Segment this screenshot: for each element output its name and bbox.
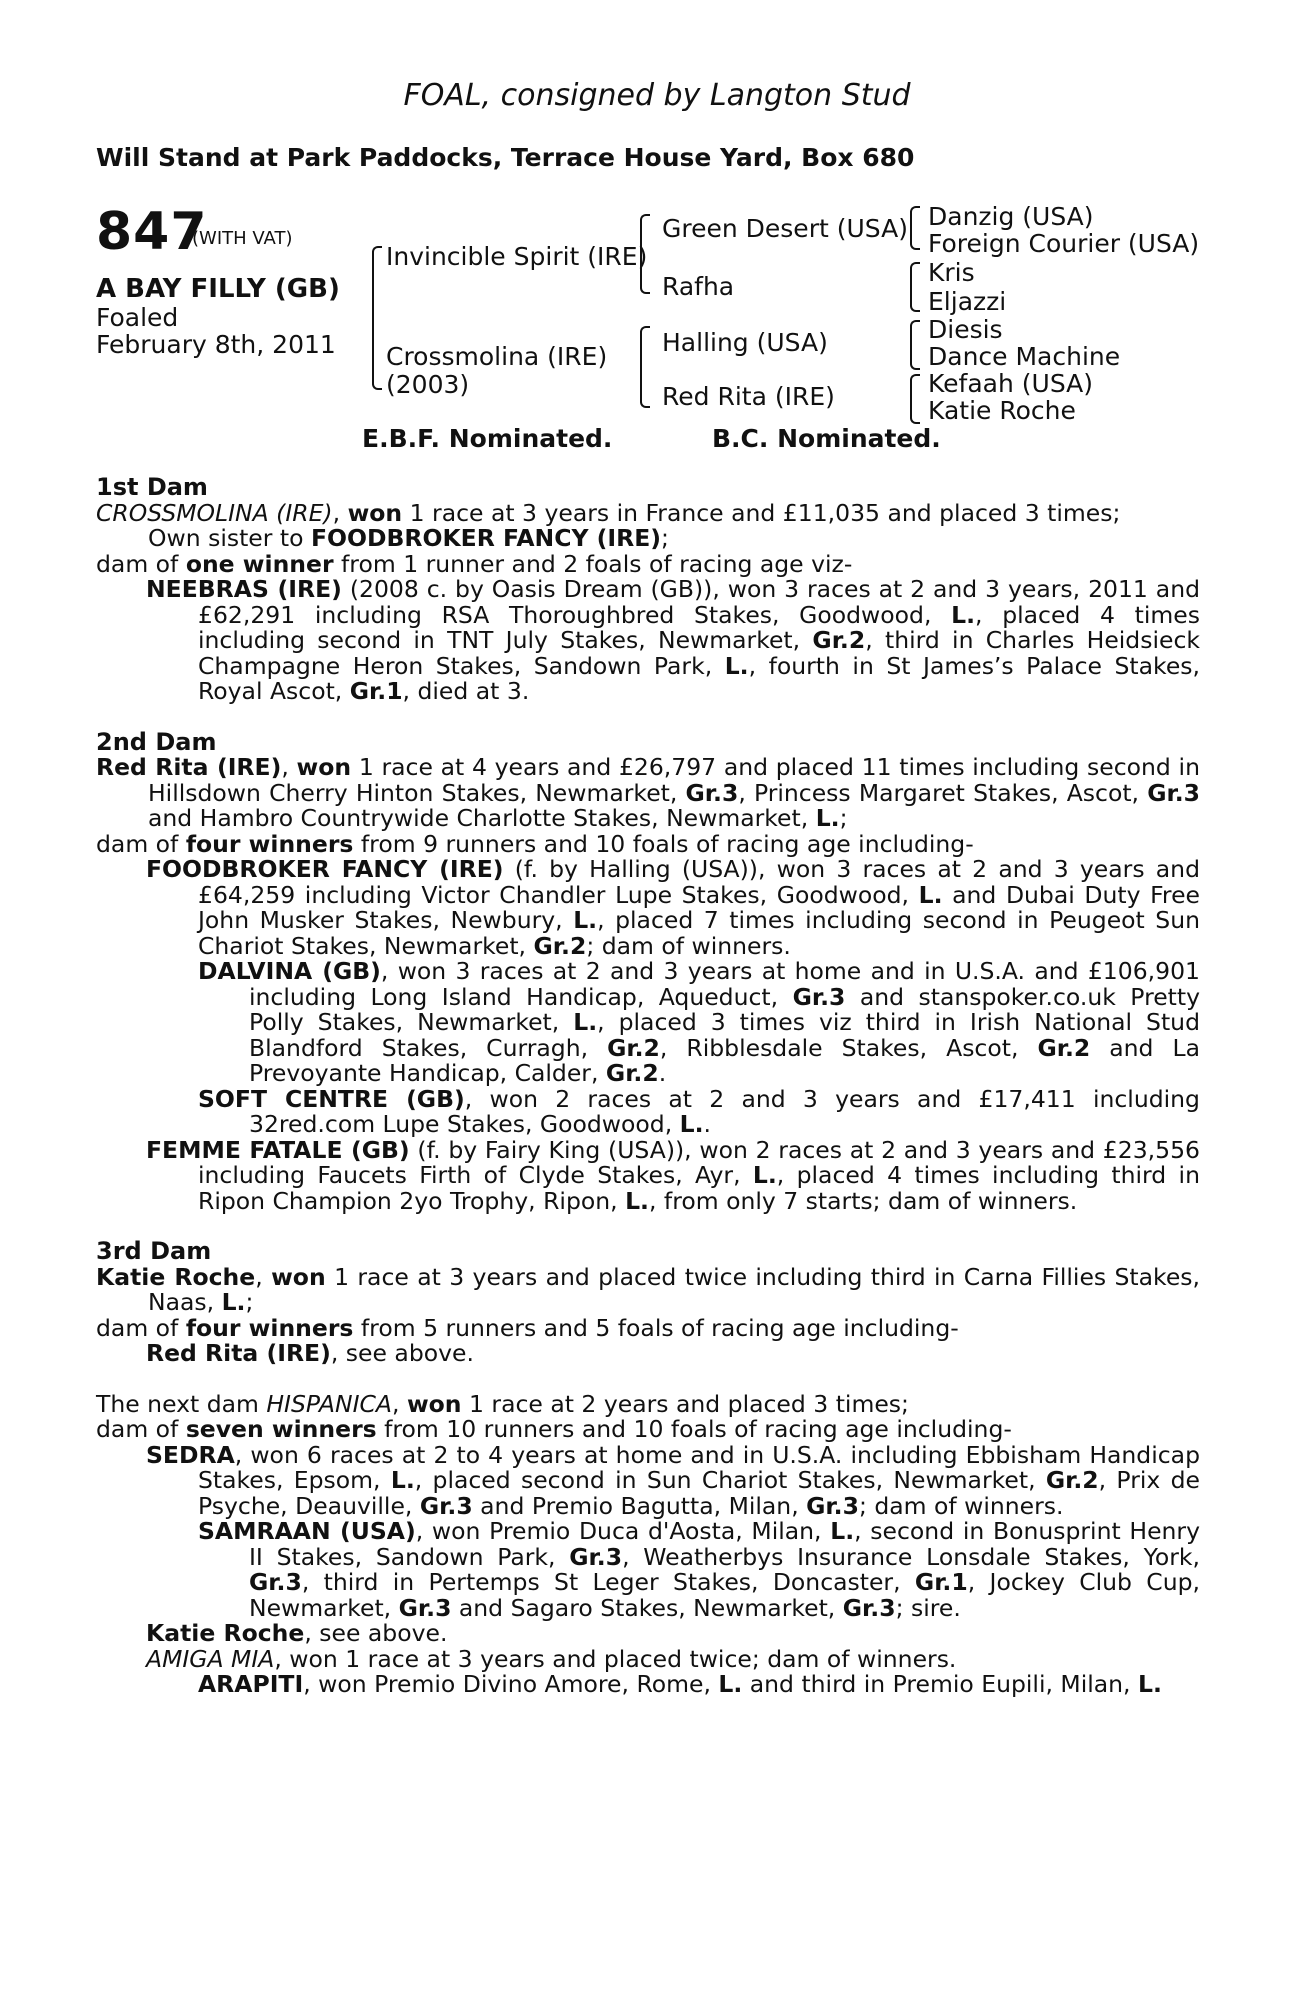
neebras-text-a: (2008 c. by Oasis Dream (GB)), won 3 races at 2 and 3 years, 2011 and £62,291 including RSA Thoroughbred Stakes, Goodwood, [198,575,1201,629]
dam-of-post: from 5 runners and 5 foals of racing age including- [353,1313,959,1342]
pedigree-dam-year: (2003) [386,370,470,399]
soft-centre-text-b: . [703,1110,712,1138]
next-dam-sep: , [391,1389,407,1418]
dam-of-count: one winner [185,549,334,578]
red-rita-text: , see above. [330,1339,474,1367]
third-dam-heading: 3rd Dam [96,1237,212,1265]
neebras-record [96,577,1200,705]
dam-of-pre: dam of [96,1313,186,1342]
listed-mark: L. [718,1670,743,1698]
pedigree-ggg-7: Kefaah (USA) [928,369,1094,398]
dalvina-text-a: , won 3 races at 2 and 3 years at home and in U.S.A. and £106,901 including Long Island Handicap, Aqueduct, [249,957,1200,1011]
group-2-mark: Gr.2 [812,626,866,654]
foodbroker-text-a: (f. by Halling (USA)), won 3 races at 2 and 3 years and £64,259 including Victor Chandler Lupe Stakes, Goodwood, [198,855,1200,909]
next-dam-produce [96,1417,1200,1443]
sedra-record [96,1440,1200,1520]
femme-fatale-text-a: (f. by Fairy King (USA)), won 2 races at 2 and 3 years and £23,556 including Faucets Firth of Clyde Stakes, Ayr, [198,1135,1200,1189]
second-dam-heading: 2nd Dam [96,727,217,756]
samraan-text-a: , won Premio Duca d'Aosta, Milan, [415,1517,831,1545]
listed-mark: L. [724,651,749,680]
stand-location: Will Stand at Park Paddocks, Terrace House Yard, Box 680 [96,143,915,172]
listed-mark: L. [918,880,943,909]
third-dam-record [96,1262,1200,1316]
pedigree-granddam-1: Rafha [662,272,735,301]
group-3-mark: Gr.3 [398,1593,452,1622]
katie-roche-record [96,1621,1200,1647]
femme-fatale-name: FEMME FATALE (GB) [146,1135,410,1164]
arapiti-text-a: , won Premio Divino Amore, Rome, [303,1670,719,1698]
neebras-text-d: , fourth in St James’s Palace Stakes, Royal Ascot, [198,651,1200,705]
second-dam-text-a: 1 race at 4 years and £26,797 and placed 11 times including second in Hillsdown Cherry Hinton Stakes, Newmarket, [148,753,1200,807]
third-dam-sep: , [255,1262,272,1291]
listed-mark: L. [573,906,598,934]
sedra-text-b: , placed second in Sun Chariot Stakes, Newmarket, [414,1466,1046,1494]
pedigree-granddam-2: Red Rita (IRE) [662,382,835,411]
soft-centre-name: SOFT CENTRE (GB) [198,1084,465,1113]
sedra-text-c: , Prix de Psyche, Deauville, [198,1466,1200,1520]
group-3-mark: Gr.3 [685,778,739,807]
dalvina-text-c: , placed 3 times viz third in Irish National Stud Blandford Stakes, Curragh, [249,1008,1200,1062]
first-dam-record [96,498,1200,552]
listed-mark: L. [625,1186,649,1215]
foodbroker-text-d: ; dam of winners. [586,931,791,960]
lot-number: 847 [96,202,208,262]
own-sister-name: FOODBROKER FANCY (IRE) [310,524,662,552]
group-3-mark: Gr.3 [792,982,846,1011]
second-dam-text-b: , Princess Margaret Stakes, Ascot, [738,778,1148,807]
neebras-text-c: , third in Charles Heidsieck Champagne Heron Stakes, Sandown Park, [198,626,1200,680]
ebf-nominated: E.B.F. Nominated. [362,424,613,453]
foodbroker-name: FOODBROKER FANCY (IRE) [146,855,504,883]
foodbroker-text-b: and Dubai Duty Free John Musker Stakes, Newbury, [198,880,1200,934]
dalvina-text-e: and La Prevoyante Handicap, Calder, [249,1033,1200,1087]
dam-of-pre: dam of [96,1415,186,1443]
group-3-mark: Gr.3 [419,1491,473,1520]
dam-of-count: four winners [185,1313,354,1342]
bc-nominated: B.C. Nominated. [712,424,941,453]
group-2-mark: Gr.2 [1037,1033,1091,1062]
samraan-text-c: , Weatherbys Insurance Lonsdale Stakes, York, [622,1542,1200,1571]
first-dam-heading: 1st Dam [96,473,208,501]
sedra-text-d: and Premio Bagutta, Milan, [472,1491,807,1520]
neebras-text-b: , placed 4 times including second in TNT July Stakes, Newmarket, [198,600,1201,654]
spacer [96,1214,1200,1239]
pedigree-brace-dam [640,326,650,408]
third-dam-produce [96,1313,1200,1342]
femme-fatale-text-b: , placed 4 times including third in Ripon Champion 2yo Trophy, Ripon, [198,1161,1200,1215]
dam-of-count: seven winners [185,1415,377,1443]
foodbroker-record [96,857,1200,959]
pedigree-brace-gg4 [910,374,920,424]
samraan-text-d: , third in Pertemps St Leger Stakes, Doncaster, [301,1568,915,1596]
group-3-mark: Gr.3 [249,1568,302,1596]
neebras-text-e: , died at 3. [402,677,530,705]
amiga-mia-name: AMIGA MIA [146,1644,275,1673]
group-1-mark: Gr.1 [349,677,403,705]
group-3-mark: Gr.3 [806,1491,859,1520]
dam-of-count: four winners [185,829,354,858]
dam-of-post: from 10 runners and 10 foals of racing age including- [376,1415,1012,1443]
samraan-text-b: , second in Bonusprint Henry II Stakes, Sandown Park, [249,1517,1200,1571]
red-rita-name: Red Rita (IRE) [146,1339,331,1367]
won-word: won [406,1389,462,1418]
arapiti-text-b: and third in Premio Eupili, Milan, [742,1670,1138,1698]
catalogue-body [96,475,1200,1698]
dalvina-text-f: . [658,1059,667,1087]
group-2-mark: Gr.2 [605,1059,659,1087]
second-dam-name: Red Rita (IRE) [96,753,282,781]
third-dam-text-a: 1 race at 3 years and placed twice including third in Carna Fillies Stakes, Naas, [148,1262,1200,1316]
foodbroker-text-c: , placed 7 times including second in Peugeot Sun Chariot Stakes, Newmarket, [198,906,1200,960]
arapiti-record [96,1672,1200,1698]
listed-mark: L. [679,1110,704,1138]
vat-note: (WITH VAT) [192,228,293,249]
second-dam-text-c: and Hambro Countrywide Charlotte Stakes, Newmarket, [148,804,816,832]
dam-of-post: from 1 runner and 2 foals of racing age viz- [333,549,853,578]
neebras-name: NEEBRAS (IRE) [146,575,342,603]
next-dam-pre: The next dam [96,1389,267,1418]
pedigree-dam: Crossmolina (IRE) [386,342,608,371]
third-dam-name: Katie Roche [96,1262,256,1291]
listed-mark: L. [221,1288,246,1316]
won-word: won [271,1262,326,1291]
lot-name: A BAY FILLY (GB) [96,274,340,304]
dam-of-post: from 9 runners and 10 foals of racing age including- [353,829,974,858]
pedigree-sire: Invincible Spirit (IRE) [386,242,648,271]
soft-centre-record [96,1084,1200,1138]
group-1-mark: Gr.1 [914,1568,968,1596]
spacer [96,1367,1200,1392]
sedra-text-a: , won 6 races at 2 to 4 years at home and in U.S.A. including Ebbisham Handicap Stakes, Epsom, [198,1440,1200,1494]
group-3-mark: Gr.3 [569,1542,623,1571]
sedra-name: SEDRA [146,1440,235,1469]
pedigree-brace-gg3 [910,320,920,370]
next-dam-text-a: 1 race at 2 years and placed 3 times; [461,1389,909,1418]
dalvina-record [96,959,1200,1087]
first-dam-name: CROSSMOLINA (IRE) [96,498,333,527]
samraan-text-g: ; sire. [895,1593,961,1622]
pedigree-ggg-2: Foreign Courier (USA) [928,229,1200,258]
next-dam-name: HISPANICA [266,1389,392,1418]
dalvina-text-b: and stanspoker.co.uk Pretty Polly Stakes, Newmarket, [249,982,1201,1036]
dam-of-pre: dam of [96,549,186,578]
samraan-name: SAMRAAN (USA) [198,1517,416,1545]
pedigree-ggg-8: Katie Roche [928,396,1076,425]
pedigree-ggg-6: Dance Machine [928,342,1121,371]
first-dam-produce [96,549,1200,578]
femme-fatale-text-c: , from only 7 starts; dam of winners. [648,1186,1078,1215]
pedigree-grandsire-1: Green Desert (USA) [662,214,908,243]
listed-mark: L. [830,1517,855,1545]
first-dam-sep: , [332,498,348,527]
soft-centre-text-a: , won 2 races at 2 and 3 years and £17,411 including 32red.com Lupe Stakes, Goodwood, [249,1084,1200,1138]
amiga-mia-text: , won 1 race at 3 years and placed twice; dam of winners. [274,1644,957,1673]
listed-mark: L. [752,1161,777,1189]
pedigree-brace-gg2 [910,262,920,312]
red-rita-record [96,1341,1200,1367]
listed-mark: L. [815,804,840,832]
page-title: FOAL, consigned by Langton Stud [403,78,911,113]
samraan-text-f: and Sagaro Stakes, Newmarket, [451,1593,843,1622]
group-3-mark: Gr.3 [842,1593,896,1622]
samraan-text-e: , Jockey Club Cup, Newmarket, [249,1568,1201,1622]
pedigree-grandsire-2: Halling (USA) [662,328,828,357]
katie-roche-text: , see above. [304,1619,448,1647]
samraan-record [96,1519,1200,1621]
sedra-text-e: ; dam of winners. [858,1491,1064,1520]
own-sister-post: ; [661,524,669,552]
third-dam-text-b: ; [245,1288,254,1316]
pedigree-ggg-1: Danzig (USA) [928,202,1094,231]
listed-mark: L. [390,1466,415,1494]
group-2-mark: Gr.2 [533,931,587,960]
first-dam-won: won [347,498,403,527]
arapiti-name: ARAPITI [198,1670,304,1698]
next-dam-record [96,1389,1200,1418]
dalvina-text-d: , Ribblesdale Stakes, Ascot, [659,1033,1038,1062]
pedigree-brace-gg1 [910,206,920,250]
won-word: won [296,753,352,781]
foaled-label: Foaled [96,303,179,332]
amiga-mia-record [96,1644,1200,1673]
listed-mark: L. [951,600,976,629]
listed-mark: L. [573,1008,598,1036]
spacer [96,705,1200,730]
second-dam-record: Red Rita (IRE), won 1 race at 4 years and £26,797 and placed 11 times including second in Hillsdown Cherry Hinton Stakes, Newmarket, Gr.3, Princess Margaret Stakes, Ascot, Gr.3 and Hambro Countrywide Charlotte Stakes, Newmarket, L.; [96,753,1200,832]
pedigree-ggg-4: Eljazzi [928,287,1007,316]
foaled-date: February 8th, 2011 [96,330,336,359]
group-2-mark: Gr.2 [607,1033,660,1062]
group-3-mark: Gr.3 [1147,778,1200,807]
group-2-mark: Gr.2 [1045,1466,1099,1494]
dam-of-pre: dam of [96,829,186,858]
pedigree-ggg-3: Kris [928,258,975,287]
second-dam-produce [96,829,1200,858]
listed-mark: L. [1138,1670,1162,1698]
first-dam-text: 1 race at 3 years in France and £11,035 and placed 3 times; [402,498,1121,527]
femme-fatale-record [96,1135,1200,1215]
own-sister-pre: Own sister to [148,524,311,552]
second-dam-text-d: ; [839,804,848,832]
dalvina-name: DALVINA (GB) [198,957,381,985]
pedigree-brace-main [372,246,382,390]
pedigree-ggg-5: Diesis [928,315,1003,344]
katie-roche-name: Katie Roche [146,1619,305,1647]
